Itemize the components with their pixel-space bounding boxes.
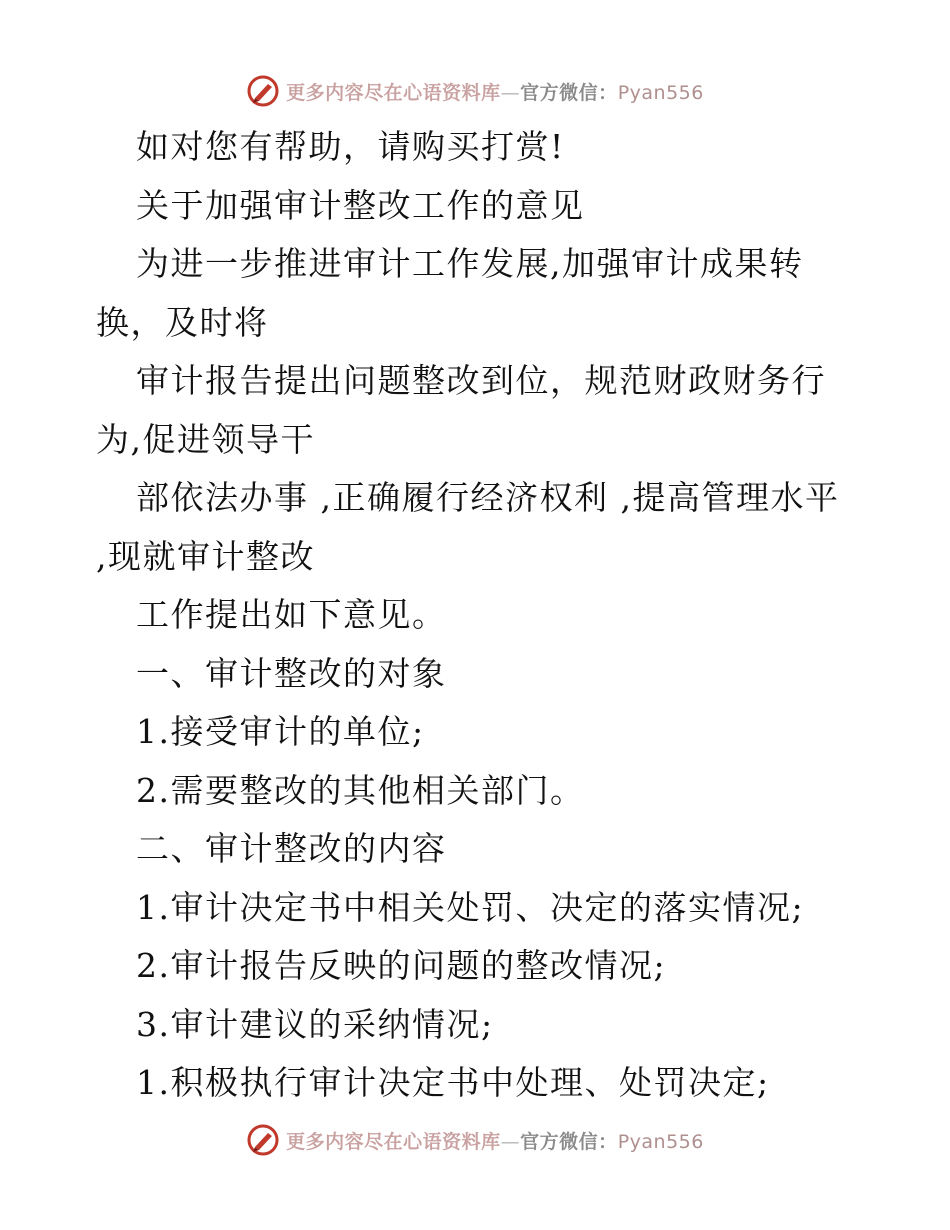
paragraph-line: 换，及时将 xyxy=(96,302,269,342)
watermark-wechat-id: Pyan556 xyxy=(617,81,704,104)
watermark-main-text: 更多内容尽在心语资料库 xyxy=(286,81,501,104)
paragraph-line: 2.需要整改的其他相关部门。 xyxy=(136,770,585,810)
paragraph-line: 1.接受审计的单位; xyxy=(136,712,425,751)
watermark-text xyxy=(286,78,704,105)
watermark-main-text: 更多内容尽在心语资料库 xyxy=(286,1130,501,1153)
paragraph-line: 部依法办事 ,正确履行经济权利 ,提高管理水平 xyxy=(136,478,840,517)
paragraph-line: 3.审计建议的采纳情况; xyxy=(136,1004,494,1044)
footer-watermark xyxy=(0,1120,950,1160)
watermark-wechat-label: 官方微信： xyxy=(520,81,618,104)
watermark-wechat-label: 官方微信： xyxy=(520,1130,618,1153)
paragraph-line: ,现就审计整改 xyxy=(96,536,315,576)
pen-logo-icon xyxy=(246,1123,280,1157)
paragraph-line: 为进一步推进审计工作发展,加强审计成果转 xyxy=(136,244,804,283)
watermark-separator: — xyxy=(500,81,521,104)
watermark-wechat-id: Pyan556 xyxy=(617,1130,704,1153)
paragraph-line: 为,促进领导干 xyxy=(96,419,315,459)
paragraph-line: 如对您有帮助，请购买打赏! xyxy=(136,127,565,166)
pen-logo-icon xyxy=(246,74,280,108)
header-watermark xyxy=(0,71,950,111)
paragraph-line: 一、审计整改的对象 xyxy=(136,653,447,693)
watermark-text xyxy=(286,1127,704,1154)
paragraph-line: 审计报告提出问题整改到位，规范财政财务行 xyxy=(136,361,826,400)
watermark-separator: — xyxy=(500,1130,521,1153)
document-body xyxy=(96,118,876,1113)
paragraph-line: 1.积极执行审计决定书中处理、处罚决定; xyxy=(136,1063,770,1102)
paragraph-line: 关于加强审计整改工作的意见 xyxy=(136,185,585,225)
paragraph-line: 工作提出如下意见。 xyxy=(136,595,447,634)
paragraph-line: 2.审计报告反映的问题的整改情况; xyxy=(136,946,667,985)
paragraph-line: 1.审计决定书中相关处罚、决定的落实情况; xyxy=(136,887,805,927)
paragraph-line: 二、审计整改的内容 xyxy=(136,829,447,868)
